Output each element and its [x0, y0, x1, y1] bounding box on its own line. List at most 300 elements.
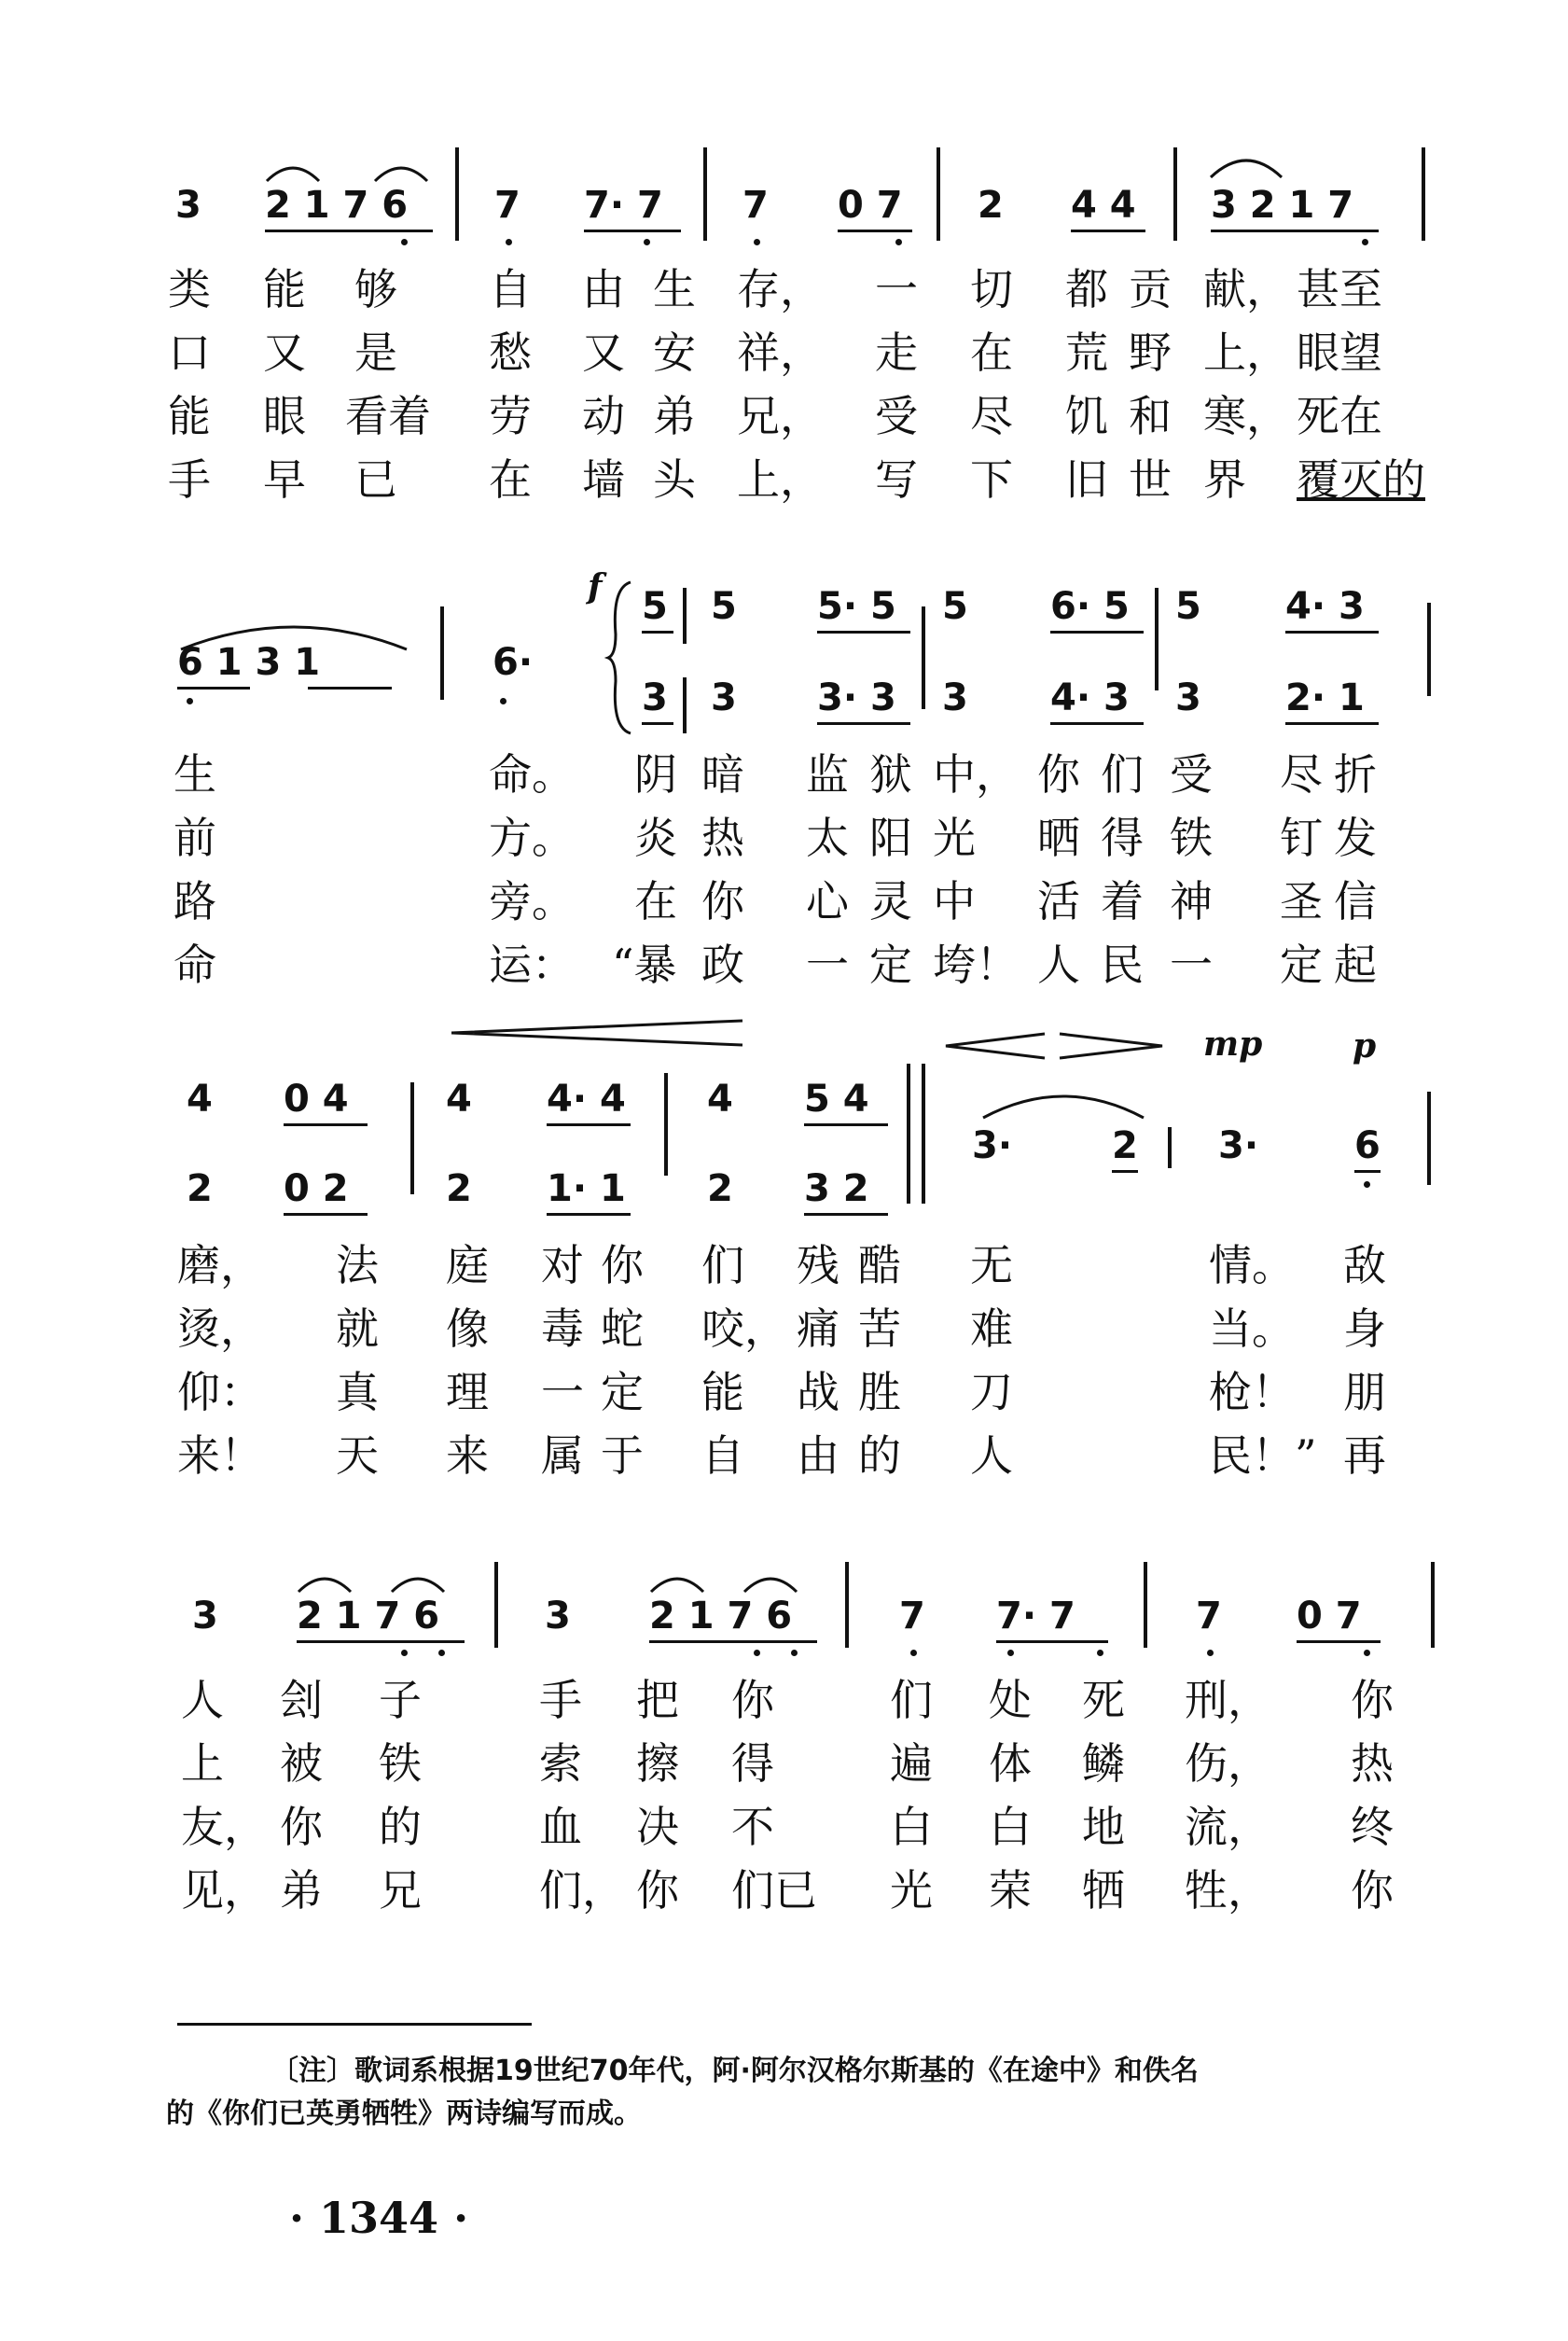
- lyric-char: 运：: [489, 940, 575, 990]
- note: 7: [494, 184, 520, 227]
- beam-underline: [1071, 230, 1145, 232]
- lyric-char: 够: [354, 264, 397, 314]
- lyric-char: 热: [1351, 1738, 1394, 1789]
- lyric-char: 牺: [1082, 1865, 1125, 1916]
- note-group: 1· 1: [547, 1167, 626, 1210]
- octave-dot: [438, 1650, 445, 1656]
- octave-dot: [1364, 1181, 1370, 1188]
- lyric-char: 动: [582, 391, 625, 441]
- lyric-char: 献，: [1203, 264, 1289, 314]
- beam-underline: [1285, 722, 1379, 725]
- lyric-char: 你: [1351, 1865, 1394, 1916]
- lyric-verse-3: [0, 1364, 1568, 1429]
- notes-row: [0, 184, 1568, 261]
- lyric-char: 难: [970, 1303, 1013, 1354]
- lyric-char: 太: [806, 813, 849, 863]
- note: 5: [711, 585, 737, 628]
- lyric-char: 尽: [970, 391, 1013, 441]
- lyric-char: 类: [168, 264, 211, 314]
- note-group: 0 7: [838, 184, 903, 227]
- lyric-char: 就: [336, 1303, 379, 1354]
- lyric-char: 再: [1343, 1430, 1386, 1481]
- lyric-char: 死: [1082, 1675, 1125, 1725]
- note-group: 3· 3: [817, 676, 896, 719]
- note-group: 5 4: [804, 1078, 869, 1121]
- lyric-verse-2: [0, 810, 1568, 875]
- lyric-char: 饥: [1065, 391, 1108, 441]
- note: 4: [446, 1078, 472, 1121]
- lyric-char: 头: [653, 454, 696, 505]
- lyric-char: 神: [1170, 876, 1213, 927]
- lyric-char: 手: [539, 1675, 582, 1725]
- note: 2: [707, 1167, 733, 1210]
- lyric-char: 荒: [1065, 327, 1108, 378]
- lyric-char: 痛: [797, 1303, 840, 1354]
- note-group: 4 4: [1071, 184, 1136, 227]
- beam-underline: [838, 230, 912, 232]
- slur: [373, 160, 429, 183]
- lyric-char: 早: [263, 454, 306, 505]
- note-group: 6· 5: [1050, 585, 1130, 628]
- note: 7: [1196, 1595, 1222, 1637]
- beam-underline: [297, 1640, 465, 1643]
- lyric-char: 你: [1037, 749, 1080, 800]
- lyric-char: 存，: [737, 264, 823, 314]
- lyric-char: 愁: [489, 327, 532, 378]
- crescendo-hairpin: [448, 1017, 746, 1049]
- lyric-char: 发: [1334, 813, 1377, 863]
- lyric-char: 来！: [177, 1430, 263, 1481]
- lyric-char: 仰：: [177, 1367, 263, 1417]
- lyric-char: 自: [701, 1430, 744, 1481]
- beam-underline: [584, 230, 681, 232]
- lyric-char: 像: [446, 1303, 489, 1354]
- note-group: 2 1 7 6: [297, 1595, 440, 1637]
- lyric-char: 尽: [1280, 749, 1323, 800]
- lyric-char: 在: [970, 327, 1013, 378]
- lyric-char: 身: [1343, 1303, 1386, 1354]
- note: 7: [899, 1595, 925, 1637]
- lyric-char: 热: [701, 813, 744, 863]
- note-group: 3 2 1 7: [1211, 184, 1354, 227]
- octave-dot: [1097, 1650, 1103, 1656]
- lyric-char: 看着: [345, 391, 431, 441]
- lyric-char: 由: [797, 1430, 840, 1481]
- note: 2: [978, 184, 1004, 227]
- lyric-char: 白: [890, 1802, 933, 1852]
- lyric-char: 切: [970, 264, 1013, 314]
- beam-underline: [265, 230, 433, 232]
- lyric-char: 鳞: [1082, 1738, 1125, 1789]
- note: 3: [192, 1595, 218, 1637]
- lyric-char: 口: [168, 327, 211, 378]
- lyric-char: 暗: [701, 749, 744, 800]
- lyric-char: 来: [446, 1430, 489, 1481]
- lyric-char: 一: [541, 1367, 584, 1417]
- lyric-char: 前: [173, 813, 216, 863]
- lyric-char: “暴: [612, 940, 677, 990]
- lyric-char: 把: [636, 1675, 679, 1725]
- lyric-char: 活: [1037, 876, 1080, 927]
- note: 2: [187, 1167, 213, 1210]
- lyric-char: 磨，: [177, 1240, 263, 1290]
- octave-dot: [644, 239, 650, 245]
- barline: [845, 1562, 849, 1648]
- lyric-char: 战: [797, 1367, 840, 1417]
- octave-dot: [754, 1650, 760, 1656]
- slur: [297, 1571, 353, 1594]
- note-group: 5· 5: [817, 585, 896, 628]
- note-group: 3 2: [804, 1167, 869, 1210]
- lyric-char: 酷: [858, 1240, 901, 1290]
- lyric-char: 的: [858, 1430, 901, 1481]
- lyric-char: 走: [875, 327, 918, 378]
- octave-dot: [506, 239, 512, 245]
- lyric-char: 定: [1280, 940, 1323, 990]
- lyric-char: 烫，: [177, 1303, 263, 1354]
- lyric-char: 兄，: [737, 391, 823, 441]
- beam-underline: [284, 1123, 368, 1126]
- lyric-char: 伤，: [1185, 1738, 1270, 1789]
- beam-underline: [1112, 1170, 1138, 1173]
- notes-row-lower: [0, 676, 1568, 754]
- beam-underline: [804, 1213, 888, 1216]
- lyric-char: 狱: [869, 749, 912, 800]
- lyric-char: 得: [1101, 813, 1144, 863]
- barline: [922, 606, 925, 709]
- octave-dot: [791, 1650, 798, 1656]
- lyric-verse-4: [0, 1862, 1568, 1928]
- lyric-char: 折: [1334, 749, 1377, 800]
- lyric-char: 遍: [890, 1738, 933, 1789]
- lyric-char: 铁: [379, 1738, 422, 1789]
- barline: [937, 147, 940, 241]
- barline: [1427, 603, 1431, 696]
- lyric-char: 你: [731, 1675, 774, 1725]
- lyric-char: 苦: [858, 1303, 901, 1354]
- beam-underline: [642, 631, 673, 634]
- slur: [979, 1082, 1147, 1120]
- lyric-char: 们: [890, 1675, 933, 1725]
- note-group: 0 2: [284, 1167, 349, 1210]
- note-group: 4· 3: [1285, 585, 1365, 628]
- lyric-char: 圣: [1280, 876, 1323, 927]
- lyric-char: 垮！: [933, 940, 1019, 990]
- beam-underline: [1285, 631, 1379, 634]
- octave-dot: [754, 239, 760, 245]
- beam-underline: [1211, 230, 1379, 232]
- lyric-char: 庭: [446, 1240, 489, 1290]
- lyric-char: 对: [541, 1240, 584, 1290]
- octave-dot: [401, 239, 408, 245]
- lyric-char: 地: [1082, 1802, 1125, 1852]
- lyric-verse-4: [0, 1428, 1568, 1493]
- lyric-char: 自: [489, 264, 532, 314]
- lyric-verse-2: [0, 1301, 1568, 1366]
- lyric-char: 界: [1203, 454, 1246, 505]
- notes-row-unison: [0, 1124, 1568, 1202]
- lyric-char: 子: [379, 1675, 422, 1725]
- octave-dot: [401, 1650, 408, 1656]
- lyric-char: 旧: [1065, 454, 1108, 505]
- lyric-char: 们，: [539, 1865, 625, 1916]
- lyric-char: 安: [653, 327, 696, 378]
- slur: [742, 1571, 798, 1594]
- octave-dot: [1364, 1650, 1370, 1656]
- lyric-char: 无: [970, 1240, 1013, 1290]
- system-1: [0, 140, 1568, 532]
- beam-underline: [547, 1213, 631, 1216]
- lyric-verse-2: [0, 325, 1568, 390]
- lyric-char: 中，: [933, 749, 1019, 800]
- beam-underline: [996, 1640, 1108, 1643]
- lyric-char: 们: [701, 1240, 744, 1290]
- note: 4: [187, 1078, 213, 1121]
- barline: [1422, 147, 1425, 241]
- note: 4: [707, 1078, 733, 1121]
- lyric-char: 得: [731, 1738, 774, 1789]
- lyric-char: 不: [731, 1802, 774, 1852]
- lyric-char: 心: [806, 876, 849, 927]
- beam-underline: [817, 631, 910, 634]
- lyric-char: 定: [869, 940, 912, 990]
- beam-underline: [284, 1213, 368, 1216]
- note-group: 6 1 3 1: [177, 641, 321, 684]
- lyric-char: 生: [173, 749, 216, 800]
- notes-row-upper: [0, 585, 1568, 662]
- barline: [683, 588, 687, 644]
- lyric-verse-3: [0, 388, 1568, 453]
- lyric-char: 死在: [1297, 391, 1382, 441]
- lyric-char: 能: [263, 264, 306, 314]
- lyric-char: 于: [601, 1430, 644, 1481]
- beam-underline: [817, 722, 910, 725]
- lyric-char: 眼望: [1297, 327, 1382, 378]
- lyric-verse-1: [0, 1672, 1568, 1737]
- lyric-char: 已: [354, 454, 397, 505]
- lyric-char: 枪！: [1209, 1367, 1295, 1417]
- lyric-char: 监: [806, 749, 849, 800]
- note: 3: [642, 676, 668, 719]
- lyric-char: 和: [1129, 391, 1172, 441]
- lyric-char: 覆灭的: [1297, 454, 1425, 505]
- lyric-char: 在: [489, 454, 532, 505]
- note: 3·: [972, 1124, 1013, 1167]
- lyric-char: 决: [636, 1802, 679, 1852]
- lyric-char: 上，: [737, 454, 823, 505]
- beam-underline: [1050, 631, 1144, 634]
- lyric-char: 方。: [489, 813, 575, 863]
- note: 5: [1175, 585, 1201, 628]
- lyric-char: 人: [970, 1430, 1013, 1481]
- octave-dot: [1207, 1650, 1214, 1656]
- lyric-char: 敌: [1343, 1240, 1386, 1290]
- lyric-char: 晒: [1037, 813, 1080, 863]
- lyric-char: 能: [168, 391, 211, 441]
- lyric-char: 阴: [634, 749, 677, 800]
- lyric-char: 受: [875, 391, 918, 441]
- beam-underline: [804, 1123, 888, 1126]
- note: 6·: [493, 641, 534, 684]
- lyric-char: 属: [541, 1430, 584, 1481]
- lyric-char: 钉: [1280, 813, 1323, 863]
- lyric-char: 天: [336, 1430, 379, 1481]
- lyric-char: 甚至: [1297, 264, 1382, 314]
- barline: [1427, 1092, 1431, 1185]
- note: 3: [545, 1595, 571, 1637]
- slur: [265, 160, 321, 183]
- lyric-char: 朋: [1343, 1367, 1386, 1417]
- lyric-char: 受: [1170, 749, 1213, 800]
- lyric-char: 擦: [636, 1738, 679, 1789]
- octave-dot: [895, 239, 902, 245]
- barline: [1168, 1127, 1172, 1168]
- lyric-char: 们已: [731, 1865, 817, 1916]
- barline: [1431, 1562, 1435, 1648]
- lyric-verse-1: [0, 1237, 1568, 1303]
- lyric-char: 政: [701, 940, 744, 990]
- lyric-char: 在: [634, 876, 677, 927]
- octave-dot: [1007, 1650, 1014, 1656]
- page-number: · 1344 ·: [289, 2193, 469, 2243]
- lyric-char: 理: [446, 1367, 489, 1417]
- lyric-char: 胜: [858, 1367, 901, 1417]
- beam-underline: [1354, 1170, 1381, 1173]
- note: 3·: [1218, 1124, 1259, 1167]
- barline: [683, 677, 687, 733]
- lyric-char: 人: [181, 1675, 224, 1725]
- dynamic-forte: f: [588, 567, 603, 606]
- lyric-verse-4: [0, 937, 1568, 1002]
- barline: [494, 1562, 498, 1648]
- lyric-char: 都: [1065, 264, 1108, 314]
- lyric-char: 由: [582, 264, 625, 314]
- octave-dot: [910, 1650, 917, 1656]
- lyric-char: 流，: [1185, 1802, 1270, 1852]
- note: 6: [1354, 1124, 1381, 1167]
- lyric-char: 祥，: [737, 327, 823, 378]
- lyric-char: 索: [539, 1738, 582, 1789]
- octave-dot: [1362, 239, 1368, 245]
- lyric-char: 血: [539, 1802, 582, 1852]
- lyric-char: 兄: [379, 1865, 422, 1916]
- system-4: [0, 1549, 1568, 1941]
- lyric-char: 你: [1351, 1675, 1394, 1725]
- lyric-char: 牲，: [1185, 1865, 1270, 1916]
- lyric-char: 是: [354, 327, 397, 378]
- lyric-char: 处: [989, 1675, 1032, 1725]
- note: 5: [642, 585, 668, 628]
- system-2: [0, 569, 1568, 1008]
- lyric-char: 写: [875, 454, 918, 505]
- footnote-line-1: 〔注〕歌词系根据19世纪70年代，阿·阿尔汉格尔斯基的《在途中》和佚名: [271, 2055, 1199, 2087]
- note: 3: [711, 676, 737, 719]
- note-group: 4· 4: [547, 1078, 626, 1121]
- lyric-char: 弟: [653, 391, 696, 441]
- lyric-char: 刽: [280, 1675, 323, 1725]
- lyric-char: 眼: [263, 391, 306, 441]
- lyric-char: 当。: [1209, 1303, 1295, 1354]
- lyric-char: 信: [1334, 876, 1377, 927]
- notes-row: [0, 1597, 1568, 1672]
- lyric-verse-3: [0, 1799, 1568, 1864]
- dynamic-mezzo-piano: mp: [1203, 1024, 1263, 1064]
- note-group: 0 7: [1297, 1595, 1362, 1637]
- lyric-char: 路: [173, 876, 216, 927]
- lyric-char: 旁。: [489, 876, 575, 927]
- lyric-char: 一: [1170, 940, 1213, 990]
- lyric-char: 命: [173, 940, 216, 990]
- beam-underline: [649, 1640, 817, 1643]
- lyric-char: 友，: [181, 1802, 267, 1852]
- slur: [649, 1571, 705, 1594]
- lyric-char: 又: [582, 327, 625, 378]
- barline: [455, 147, 459, 241]
- lyric-char: 劳: [489, 391, 532, 441]
- lyric-char: 着: [1101, 876, 1144, 927]
- beam-underline: [1050, 722, 1144, 725]
- lyric-char: 铁: [1170, 813, 1213, 863]
- barline: [703, 147, 707, 241]
- lyric-char: 法: [336, 1240, 379, 1290]
- lyric-char: 贡: [1129, 264, 1172, 314]
- lyric-char: 阳: [869, 813, 912, 863]
- lyric-char: 一: [875, 264, 918, 314]
- lyric-char: 见，: [181, 1865, 267, 1916]
- note: 5: [942, 585, 968, 628]
- lyric-char: 体: [989, 1738, 1032, 1789]
- lyric-char: 又: [263, 327, 306, 378]
- lyric-char: 能: [701, 1367, 744, 1417]
- lyric-char: 光: [933, 813, 976, 863]
- note: 3: [175, 184, 201, 227]
- lyric-char: 白: [989, 1802, 1032, 1852]
- note-group: 7· 7: [584, 184, 663, 227]
- note: 3: [1175, 676, 1201, 719]
- beam-underline: [547, 1123, 631, 1126]
- lyric-char: 刑，: [1185, 1675, 1270, 1725]
- lyric-char: 世: [1129, 454, 1172, 505]
- lyric-char: 蛇: [601, 1303, 644, 1354]
- beam-underline: [642, 722, 673, 725]
- lyric-char: 情。: [1209, 1240, 1295, 1290]
- lyric-char: 残: [797, 1240, 840, 1290]
- lyric-char: 寒，: [1203, 391, 1289, 441]
- barline: [1173, 147, 1177, 241]
- note-group: 4· 3: [1050, 676, 1130, 719]
- lyric-char: 定: [601, 1367, 644, 1417]
- lyric-char: 毒: [541, 1303, 584, 1354]
- lyric-char: 上，: [1203, 327, 1289, 378]
- lyric-char: 下: [970, 454, 1013, 505]
- barline: [1144, 1562, 1147, 1648]
- slur: [390, 1571, 446, 1594]
- lyric-verse-3: [0, 873, 1568, 939]
- note-group: 2· 1: [1285, 676, 1365, 719]
- slur: [1209, 151, 1284, 179]
- lyric-char: 人: [1037, 940, 1080, 990]
- lyric-char: 你: [701, 876, 744, 927]
- lyric-char: 弟: [280, 1865, 323, 1916]
- note-group: 2 1 7 6: [265, 184, 409, 227]
- barline: [1155, 588, 1159, 690]
- lyric-char: 墙: [582, 454, 625, 505]
- lyric-verse-2: [0, 1735, 1568, 1801]
- lyric-char: 刀: [970, 1367, 1013, 1417]
- lyric-char: 的: [379, 1802, 422, 1852]
- lyric-char: 上: [181, 1738, 224, 1789]
- note: 3: [942, 676, 968, 719]
